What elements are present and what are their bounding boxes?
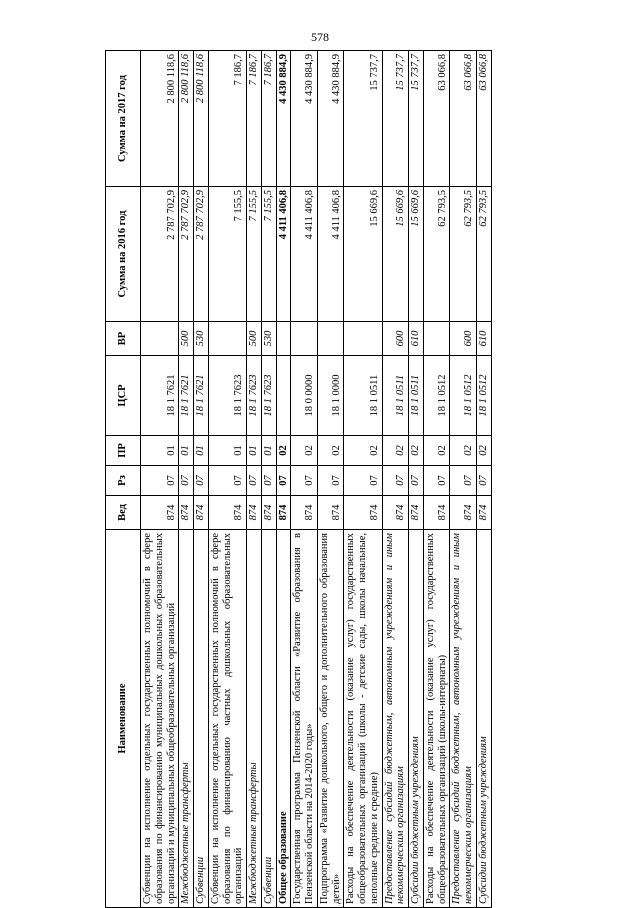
cell-vr	[344, 322, 382, 356]
table-row	[247, 51, 262, 908]
cell-name: Государственная программа Пензенской области «Развитие образования в Пензенской области на 2014-2020 годы»	[291, 530, 318, 908]
cell-sum-2016: 15 669,6	[409, 187, 424, 322]
table-row	[317, 51, 344, 908]
cell-name: Субвенции	[194, 530, 209, 908]
cell-pr: 01	[194, 436, 209, 466]
cell-ved: 874	[476, 496, 491, 530]
table-header-row	[106, 51, 141, 908]
cell-csr: 18 1 0512	[450, 356, 477, 436]
cell-vr	[276, 322, 291, 356]
cell-name: Субвенции	[261, 530, 276, 908]
cell-ved: 874	[276, 496, 291, 530]
header-sum-2016: Сумма на 2016 год	[106, 187, 141, 322]
table-row	[382, 51, 409, 908]
cell-pr: 01	[141, 436, 179, 466]
header-csr: ЦСР	[106, 356, 141, 436]
cell-csr: 18 1 0512	[423, 356, 450, 436]
cell-ved: 874	[141, 496, 179, 530]
cell-name: Расходы на обеспечение деятельности (оказание услуг) государственных общеобразовательных организаций (школы - детские сады, школы начальные, неполные средние и средние)	[344, 530, 382, 908]
cell-pr: 01	[261, 436, 276, 466]
header-pr: ПР	[106, 436, 141, 466]
cell-sum-2017: 4 430 884,9	[317, 51, 344, 187]
cell-name: Межбюджетные трансферты	[179, 530, 194, 908]
budget-table	[105, 50, 492, 908]
table-row	[344, 51, 382, 908]
cell-rz: 07	[261, 466, 276, 496]
cell-sum-2016: 2 787 702,9	[179, 187, 194, 322]
cell-sum-2017: 15 737,7	[409, 51, 424, 187]
cell-sum-2017: 2 800 118,6	[141, 51, 179, 187]
cell-sum-2016: 15 669,6	[382, 187, 409, 322]
cell-ved: 874	[382, 496, 409, 530]
cell-ved: 874	[409, 496, 424, 530]
cell-name: Общее образование	[276, 530, 291, 908]
header-name: Наименование	[106, 530, 141, 908]
cell-sum-2017: 4 430 884,9	[291, 51, 318, 187]
cell-name: Расходы на обеспечение деятельности (оказание услуг) государственных общеобразовательных организаций (школы-интернаты)	[423, 530, 450, 908]
cell-csr: 18 1 7621	[179, 356, 194, 436]
table-row	[261, 51, 276, 908]
cell-sum-2016: 4 411 406,8	[291, 187, 318, 322]
cell-sum-2016: 15 669,6	[344, 187, 382, 322]
table-row	[141, 51, 179, 908]
cell-rz: 07	[208, 466, 246, 496]
cell-vr	[141, 322, 179, 356]
cell-pr: 02	[476, 436, 491, 466]
cell-name: Предоставление субсидий бюджетным, автономным учреждениям и иным некоммерческим организациям	[382, 530, 409, 908]
cell-rz: 07	[382, 466, 409, 496]
cell-csr	[276, 356, 291, 436]
cell-ved: 874	[291, 496, 318, 530]
cell-csr: 18 1 0512	[476, 356, 491, 436]
header-sum-2017: Сумма на 2017 год	[106, 51, 141, 187]
cell-sum-2017: 63 066,8	[450, 51, 477, 187]
cell-sum-2016: 62 793,5	[476, 187, 491, 322]
cell-sum-2017: 63 066,8	[476, 51, 491, 187]
cell-sum-2016: 4 411 406,8	[317, 187, 344, 322]
cell-sum-2016: 2 787 702,9	[141, 187, 179, 322]
cell-csr: 18 1 0000	[317, 356, 344, 436]
header-ved: Вед	[106, 496, 141, 530]
cell-sum-2017: 63 066,8	[423, 51, 450, 187]
cell-vr: 610	[476, 322, 491, 356]
cell-name: Предоставление субсидий бюджетным, автономным учреждениям и иным некоммерческим организациям	[450, 530, 477, 908]
cell-pr: 01	[247, 436, 262, 466]
cell-pr: 01	[208, 436, 246, 466]
cell-vr	[423, 322, 450, 356]
cell-pr: 02	[317, 436, 344, 466]
cell-sum-2016: 7 155,5	[247, 187, 262, 322]
cell-sum-2017: 7 186,7	[208, 51, 246, 187]
table-row	[476, 51, 491, 908]
cell-rz: 07	[317, 466, 344, 496]
cell-csr: 18 1 7623	[261, 356, 276, 436]
cell-csr: 18 0 0000	[291, 356, 318, 436]
table-row	[450, 51, 477, 908]
cell-rz: 07	[409, 466, 424, 496]
cell-csr: 18 1 0511	[344, 356, 382, 436]
cell-ved: 874	[247, 496, 262, 530]
table-row	[276, 51, 291, 908]
cell-name: Подпрограмма «Развитие дошкольного, общего и дополнительного образования детей»	[317, 530, 344, 908]
cell-sum-2017: 7 186,7	[261, 51, 276, 187]
cell-ved: 874	[423, 496, 450, 530]
cell-ved: 874	[194, 496, 209, 530]
cell-name: Межбюджетные трансферты	[247, 530, 262, 908]
cell-csr: 18 1 7621	[194, 356, 209, 436]
cell-rz: 07	[291, 466, 318, 496]
cell-ved: 874	[208, 496, 246, 530]
cell-rz: 07	[476, 466, 491, 496]
cell-name: Субвенции на исполнение отдельных государственных полномочий в сфере образования по финансированию частных дошкольных образовательных организаций	[208, 530, 246, 908]
cell-vr: 500	[179, 322, 194, 356]
cell-vr: 610	[409, 322, 424, 356]
page-number: 578	[311, 30, 329, 44]
header-rz: Рз	[106, 466, 141, 496]
cell-sum-2016: 7 155,5	[261, 187, 276, 322]
cell-vr	[291, 322, 318, 356]
cell-ved: 874	[344, 496, 382, 530]
cell-sum-2016: 2 787 702,9	[194, 187, 209, 322]
table-row	[208, 51, 246, 908]
cell-pr: 01	[179, 436, 194, 466]
table-row	[179, 51, 194, 908]
table-row	[194, 51, 209, 908]
cell-name: Субсидии бюджетным учреждениям	[476, 530, 491, 908]
cell-vr: 500	[247, 322, 262, 356]
cell-rz: 07	[179, 466, 194, 496]
cell-sum-2017: 4 430 884,9	[276, 51, 291, 187]
cell-csr: 18 1 0511	[409, 356, 424, 436]
cell-name: Субвенции на исполнение отдельных государственных полномочий в сфере образования по финансированию муниципальных дошкольных образовательных организаций и муниципальных общеобразовательных организаций	[141, 530, 179, 908]
table-row	[409, 51, 424, 908]
cell-rz: 07	[247, 466, 262, 496]
cell-sum-2017: 2 800 118,6	[179, 51, 194, 187]
cell-sum-2017: 2 800 118,6	[194, 51, 209, 187]
cell-ved: 874	[261, 496, 276, 530]
cell-vr	[317, 322, 344, 356]
cell-pr: 02	[276, 436, 291, 466]
cell-rz: 07	[141, 466, 179, 496]
cell-rz: 07	[344, 466, 382, 496]
cell-name: Субсидии бюджетным учреждениям	[409, 530, 424, 908]
cell-sum-2017: 7 186,7	[247, 51, 262, 187]
cell-sum-2017: 15 737,7	[344, 51, 382, 187]
cell-pr: 02	[450, 436, 477, 466]
cell-pr: 02	[382, 436, 409, 466]
cell-sum-2017: 15 737,7	[382, 51, 409, 187]
cell-ved: 874	[179, 496, 194, 530]
cell-sum-2016: 62 793,5	[450, 187, 477, 322]
cell-rz: 07	[423, 466, 450, 496]
cell-csr: 18 1 7621	[141, 356, 179, 436]
cell-sum-2016: 4 411 406,8	[276, 187, 291, 322]
cell-pr: 02	[291, 436, 318, 466]
cell-ved: 874	[317, 496, 344, 530]
cell-vr: 600	[382, 322, 409, 356]
cell-vr: 530	[194, 322, 209, 356]
cell-pr: 02	[344, 436, 382, 466]
cell-csr: 18 1 7623	[208, 356, 246, 436]
cell-sum-2016: 62 793,5	[423, 187, 450, 322]
cell-pr: 02	[423, 436, 450, 466]
cell-ved: 874	[450, 496, 477, 530]
cell-sum-2016: 7 155,5	[208, 187, 246, 322]
table-body	[141, 51, 492, 908]
cell-vr	[208, 322, 246, 356]
rotated-page	[105, 51, 535, 908]
cell-csr: 18 1 7623	[247, 356, 262, 436]
header-vr: ВР	[106, 322, 141, 356]
cell-vr: 600	[450, 322, 477, 356]
cell-rz: 07	[450, 466, 477, 496]
cell-pr: 02	[409, 436, 424, 466]
cell-rz: 07	[194, 466, 209, 496]
table-row	[291, 51, 318, 908]
cell-rz: 07	[276, 466, 291, 496]
cell-vr: 530	[261, 322, 276, 356]
table-row	[423, 51, 450, 908]
cell-csr: 18 1 0511	[382, 356, 409, 436]
